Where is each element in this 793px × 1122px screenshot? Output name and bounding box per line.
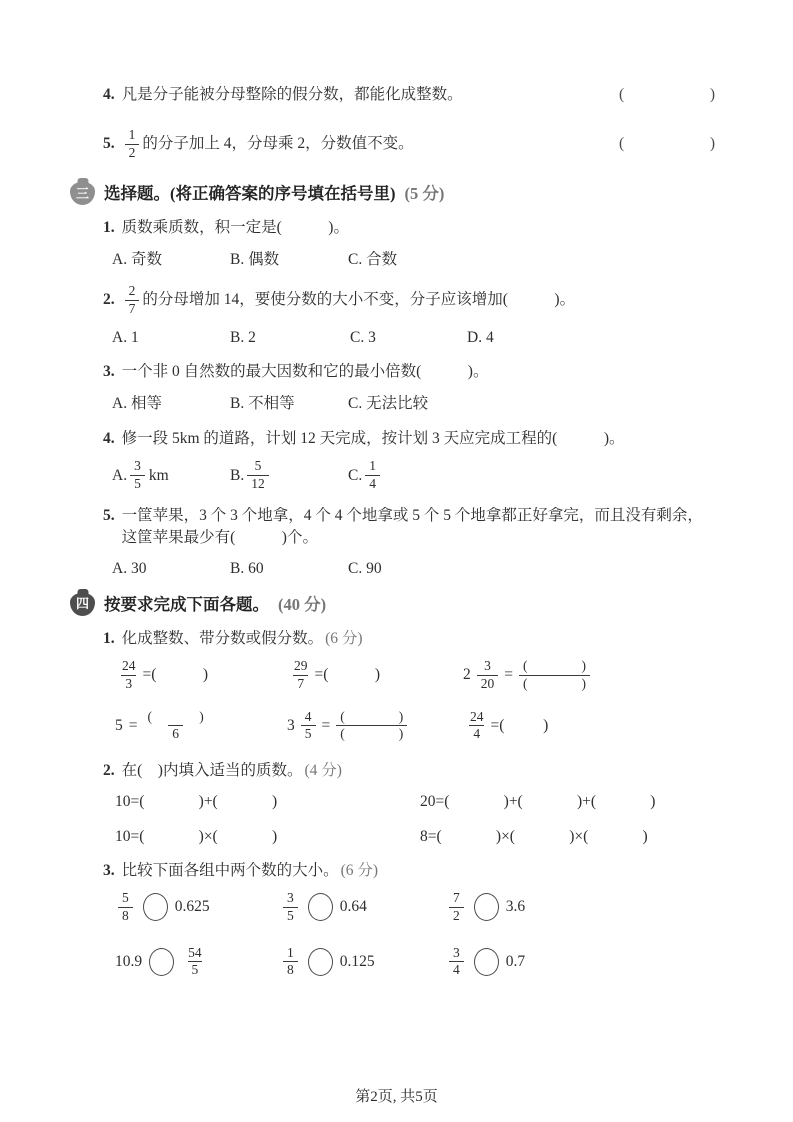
- question-text: 化成整数、带分数或假分数。: [121, 630, 324, 648]
- compare-item: [446, 891, 715, 924]
- fill-equation: 20=( )+( )+( ): [420, 792, 656, 810]
- sub-question-2-title: [103, 760, 715, 782]
- question-number: 3.: [103, 363, 115, 381]
- fraction: [477, 659, 499, 692]
- blank-denominator: ( ): [336, 725, 407, 742]
- compare-item: [115, 946, 280, 979]
- question-number: 5.: [103, 135, 115, 153]
- option-label: A.: [112, 466, 128, 484]
- fraction-denominator: 5: [188, 961, 203, 978]
- money-bag-icon: 三: [70, 182, 95, 205]
- fraction-denominator: 8: [283, 961, 298, 978]
- option-label: B.: [230, 466, 245, 484]
- comparison-circle: [474, 893, 499, 921]
- question-text: 在( )内填入适当的质数。: [121, 762, 303, 780]
- option-a: A. 奇数: [112, 251, 162, 269]
- option-b: B. 60: [230, 560, 264, 578]
- fraction-denominator: 5: [301, 725, 316, 742]
- fill-prime-row-2: [115, 826, 715, 848]
- judge-question-4: [103, 84, 715, 106]
- question-score: (6 分): [325, 630, 363, 648]
- fraction-numerator: 24: [122, 657, 136, 673]
- conversion-item: [115, 659, 287, 692]
- money-bag-icon: 四: [70, 593, 95, 616]
- conversion-item: [287, 710, 463, 743]
- decimal-value: 0.125: [339, 953, 375, 971]
- fraction-numerator: 5: [254, 458, 262, 474]
- answer-fraction-blank: [336, 710, 407, 743]
- conversion-row-1: [115, 659, 715, 692]
- fraction-denominator: 4: [365, 475, 380, 492]
- option-label: C.: [348, 466, 363, 484]
- option-c: C. 3: [350, 328, 376, 346]
- fraction-numerator: 3: [287, 889, 294, 905]
- decimal-value: 10.9: [115, 953, 143, 971]
- mc-question-4: [103, 428, 715, 492]
- option-b: [230, 459, 348, 492]
- question-score: (6 分): [340, 862, 379, 880]
- fraction-denominator: 7: [293, 675, 308, 692]
- question-number: 1.: [103, 630, 115, 648]
- sub-question-1-title: [103, 628, 715, 650]
- fraction-denominator: 5: [130, 475, 145, 492]
- fraction-numerator: 1: [369, 458, 376, 474]
- unit-label: km: [148, 466, 169, 484]
- fraction: [449, 946, 464, 979]
- answer-fraction-blank: [519, 659, 590, 692]
- mc-question-1: [103, 217, 715, 270]
- fraction-numerator: 4: [304, 708, 312, 724]
- fraction-numerator: 54: [188, 944, 202, 960]
- fraction: [247, 459, 269, 492]
- comparison-circle: [308, 893, 333, 921]
- option-a: A. 相等: [112, 394, 162, 412]
- close-bracket: ): [709, 86, 715, 103]
- blank-denominator: ( ): [519, 675, 590, 692]
- page-number: 第2页, 共5页: [355, 1089, 438, 1105]
- section-score: (40 分): [278, 595, 327, 615]
- fraction-numerator: 3: [134, 458, 141, 474]
- fraction-numerator: 1: [287, 944, 294, 960]
- fraction-denominator: 12: [247, 475, 269, 492]
- fill-equation: 10=( )+( ): [115, 792, 278, 810]
- fraction-denominator: 8: [118, 907, 133, 924]
- fraction: [449, 891, 464, 924]
- mixed-number-integer: 2: [463, 666, 471, 684]
- mc-question-2: [103, 284, 715, 348]
- question-score: (4 分): [304, 762, 342, 780]
- options-row: [112, 459, 715, 492]
- fraction-numerator: 29: [294, 657, 308, 673]
- comparison-circle: [149, 948, 174, 976]
- fraction-denominator: 7: [125, 300, 140, 317]
- fill-equation: 8=( )×( )×( ): [420, 827, 648, 845]
- question-text: 的分母增加 14，要使分数的大小不变，分子应该增加( )。: [142, 291, 576, 309]
- decimal-value: 0.625: [174, 898, 210, 916]
- fraction: [130, 459, 145, 492]
- answer-fraction-blank: [144, 710, 208, 743]
- question-stem: [103, 505, 715, 548]
- conversion-item: [287, 659, 463, 692]
- question-number: 1.: [103, 219, 115, 237]
- question-stem: [103, 284, 715, 317]
- compare-item: [280, 946, 446, 979]
- option-c: C. 无法比较: [348, 394, 429, 412]
- mc-question-3: [103, 361, 715, 414]
- equals-sign: =: [321, 717, 331, 734]
- open-bracket: (: [619, 86, 625, 103]
- blank-numerator: ( ): [147, 708, 204, 724]
- fraction: [125, 128, 140, 161]
- compare-row-1: [115, 891, 715, 924]
- sub-question-3-title: [103, 860, 715, 882]
- mixed-number-integer: 3: [287, 717, 295, 734]
- question-text: 比较下面各组中两个数的大小。: [121, 862, 339, 880]
- option-a: [112, 459, 230, 492]
- option-b: B. 2: [230, 328, 256, 346]
- fraction-denominator: 3: [121, 675, 136, 692]
- fraction-numerator: 2: [128, 282, 136, 298]
- comparison-circle: [308, 948, 333, 976]
- fraction-denominator: 4: [469, 725, 484, 742]
- section-title: 选择题。(将正确答案的序号填在括号里): [104, 184, 396, 204]
- fill-equation: 10=( )×( ): [115, 827, 278, 845]
- fraction: [365, 459, 380, 492]
- fraction: [125, 284, 140, 317]
- compare-item: [115, 891, 280, 924]
- conversion-item: [463, 710, 715, 743]
- question-text: 质数乘质数，积一定是( )。: [121, 219, 349, 237]
- answer-blank: =( ): [142, 666, 209, 684]
- fraction-denominator: 2: [125, 144, 140, 161]
- question-number: 2.: [103, 762, 115, 780]
- fraction-numerator: 7: [453, 889, 460, 905]
- question-text: 修一段 5km 的道路，计划 12 天完成，按计划 3 天应完成工程的( )。: [121, 429, 625, 447]
- options-row: [112, 558, 715, 580]
- question-number: 5.: [103, 506, 115, 524]
- fraction: [283, 946, 298, 979]
- question-stem: [103, 217, 715, 239]
- question-text: 一个非 0 自然数的最大因数和它的最小倍数( )。: [121, 363, 489, 381]
- fraction: [184, 946, 206, 979]
- question-number: 4.: [103, 429, 115, 447]
- answer-brackets: [619, 133, 715, 155]
- option-a: A. 30: [112, 560, 147, 578]
- fraction-numerator: 1: [128, 126, 136, 142]
- option-d: D. 4: [467, 328, 494, 346]
- fraction-denominator: 20: [477, 675, 499, 692]
- section-4-header: [70, 593, 715, 616]
- answer-blank: =( ): [490, 717, 549, 734]
- fraction-denominator: 5: [283, 907, 298, 924]
- answer-brackets: [619, 84, 715, 106]
- section-score: (5 分): [404, 184, 445, 204]
- blank-numerator: ( ): [340, 708, 404, 724]
- comparison-circle: [143, 893, 168, 921]
- question-text: 一筐苹果，3 个 3 个地拿，4 个 4 个地拿或 5 个 5 个地拿都正好拿完，而且没有剩余，这筐苹果最少有( )个。: [121, 506, 703, 546]
- options-row: [112, 327, 715, 349]
- question-text: 的分子加上 4，分母乘 2，分数值不变。: [142, 135, 414, 153]
- option-c: [348, 459, 715, 492]
- fraction: [301, 710, 316, 743]
- equals-sign: =: [128, 717, 138, 734]
- conversion-item: [115, 710, 287, 743]
- section-title: 按要求完成下面各题。: [104, 595, 269, 615]
- question-number: 3.: [103, 862, 115, 880]
- decimal-value: 0.64: [339, 898, 367, 916]
- fraction-numerator: 5: [122, 889, 129, 905]
- fraction-numerator: 3: [484, 657, 491, 673]
- fraction-denominator: 2: [449, 907, 464, 924]
- mc-question-5: [103, 505, 715, 580]
- fraction-numerator: 3: [453, 944, 460, 960]
- compare-row-2: [115, 946, 715, 979]
- options-row: [112, 393, 715, 415]
- option-b: B. 不相等: [230, 394, 295, 412]
- fraction-denominator: 4: [449, 961, 464, 978]
- compare-item: [446, 946, 715, 979]
- fill-prime-row-1: [115, 791, 715, 813]
- question-stem: [103, 428, 715, 450]
- fraction: [466, 710, 488, 743]
- close-bracket: ): [709, 135, 715, 153]
- question-text: 凡是分子能被分母整除的假分数，都能化成整数。: [121, 86, 463, 103]
- answer-blank: =( ): [314, 666, 381, 684]
- compare-item: [280, 891, 446, 924]
- decimal-value: 3.6: [505, 898, 526, 916]
- question-number: 4.: [103, 86, 115, 103]
- blank-numerator: ( ): [523, 657, 586, 673]
- option-c: C. 合数: [348, 251, 398, 269]
- integer: 5: [115, 717, 123, 734]
- option-b: B. 偶数: [230, 251, 280, 269]
- conversion-row-2: [115, 710, 715, 743]
- question-stem: [103, 361, 715, 383]
- fraction: [283, 891, 298, 924]
- comparison-circle: [474, 948, 499, 976]
- fraction-numerator: 24: [470, 708, 484, 724]
- equals-sign: =: [504, 666, 513, 684]
- fraction: [290, 659, 312, 692]
- fraction: [118, 891, 133, 924]
- open-bracket: (: [619, 135, 625, 153]
- option-a: A. 1: [112, 328, 139, 346]
- section-3-header: [70, 182, 715, 205]
- fraction-denominator: 6: [168, 725, 183, 742]
- decimal-value: 0.7: [505, 953, 526, 971]
- conversion-item: [463, 659, 715, 692]
- option-c: C. 90: [348, 560, 382, 578]
- question-number: 2.: [103, 291, 115, 309]
- fraction: [118, 659, 140, 692]
- judge-question-5: [103, 128, 715, 161]
- options-row: [112, 249, 715, 271]
